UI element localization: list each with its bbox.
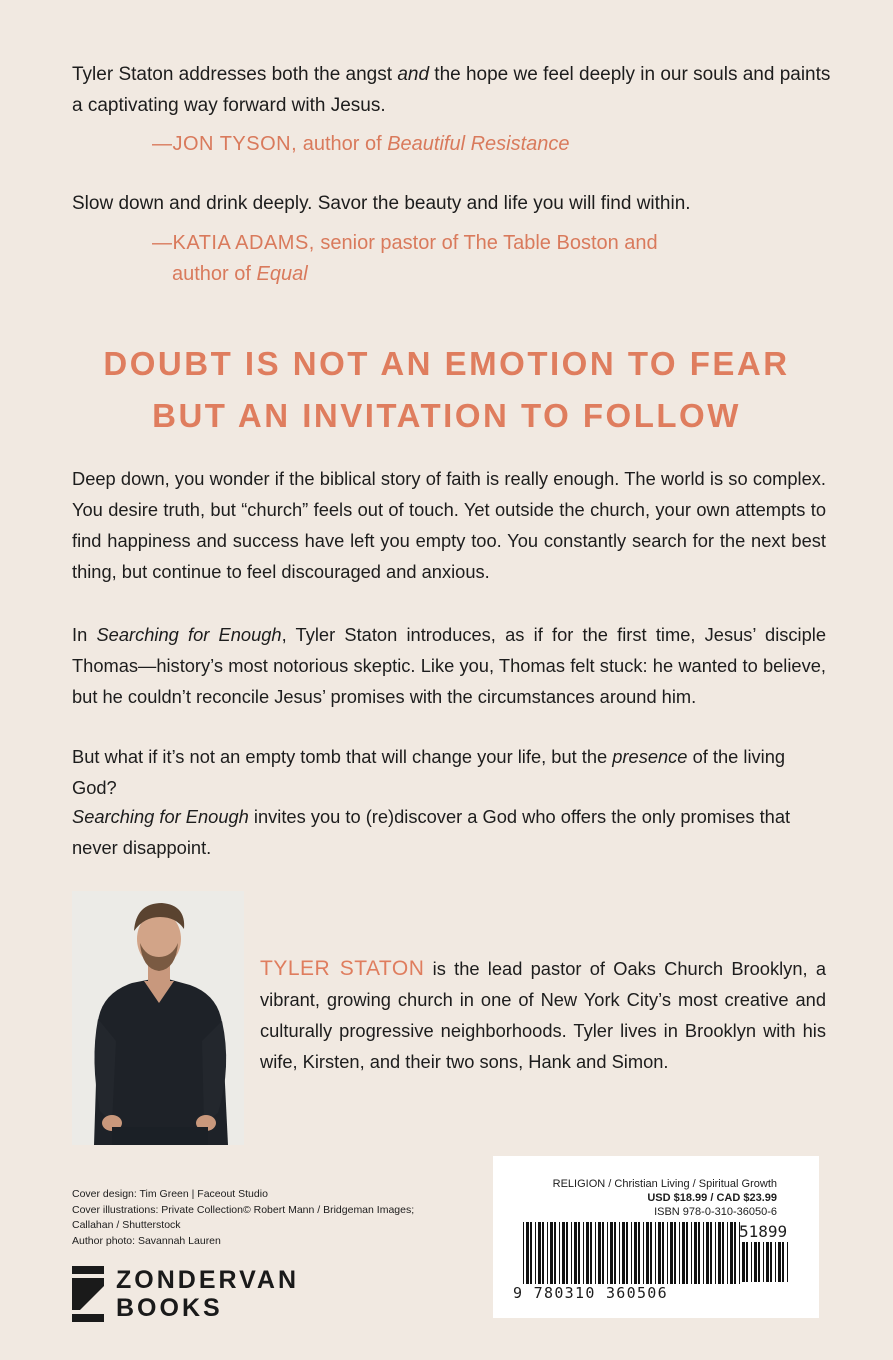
- endorser-name: —KATIA ADAMS,: [152, 232, 315, 254]
- barcode-box: [493, 1156, 819, 1318]
- endorser-book: Equal: [256, 263, 308, 285]
- headline: [40, 338, 853, 442]
- isbn-label: ISBN 978-0-310-36050-6: [654, 1206, 777, 1218]
- author-name: TYLER STATON: [260, 957, 425, 980]
- quote-emphasis: and: [397, 64, 430, 85]
- endorser-role: author of: [172, 263, 257, 285]
- endorsement-quote: Slow down and drink deeply. Savor the beauty and life you will find within.: [72, 193, 691, 214]
- publisher-imprint: BOOKS: [116, 1294, 223, 1322]
- barcode-addon-icon: [739, 1242, 791, 1282]
- book-title: Searching for Enough: [72, 806, 249, 827]
- endorser-role: author of: [297, 133, 388, 155]
- paragraph-text: But what if it’s not an empty tomb that will change your life, but the: [72, 746, 613, 767]
- credit-line: Author photo: Savannah Lauren: [72, 1234, 221, 1247]
- bisac-category: RELIGION / Christian Living / Spiritual Growth: [552, 1178, 777, 1190]
- author-photo: [72, 891, 244, 1145]
- bio-text: is the lead pastor of Oaks Church Brooklyn, a vibrant, growing church in one of New York City’s most creative and culturally progressive neighborhoods. Tyler lives in Brooklyn with his wife, Kirsten, and their two sons, Hank and Simon.: [260, 958, 826, 1072]
- description-paragraph: [72, 741, 826, 803]
- zondervan-mark-icon: [72, 1266, 104, 1322]
- credit-line: Cover design: Tim Green | Faceout Studio: [72, 1188, 268, 1200]
- quote-text: Tyler Staton addresses both the angst: [72, 64, 398, 85]
- barcode-icon: [523, 1222, 743, 1284]
- headline-line: DOUBT IS NOT AN EMOTION TO FEAR: [103, 345, 790, 382]
- endorser-role: senior pastor of The Table Boston and: [314, 232, 658, 254]
- barcode-digits: 9 780310 360506: [513, 1284, 668, 1302]
- publisher-logo: [72, 1264, 332, 1324]
- description-paragraph: [72, 619, 826, 712]
- endorser-book: Beautiful Resistance: [387, 133, 570, 155]
- book-title: Searching for Enough: [96, 624, 282, 645]
- endorser-name: —JON TYSON,: [152, 133, 298, 155]
- endorsement-attribution: [152, 228, 792, 290]
- cover-credits: [72, 1187, 414, 1249]
- quote-text: the hope we feel deeply in our souls and paints a captivating way forward with Jesus.: [72, 64, 831, 116]
- barcode-addon-digits: 51899: [739, 1222, 788, 1241]
- price-label: USD $18.99 / CAD $23.99: [647, 1192, 777, 1204]
- description-paragraph: [72, 801, 826, 863]
- publisher-name: ZONDERVAN: [116, 1266, 300, 1294]
- paragraph-text: In: [72, 624, 97, 645]
- paragraph-text: invites you to (re)discover a God who offers the only promises that never disappoint.: [72, 806, 791, 858]
- headline-line: BUT AN INVITATION TO FOLLOW: [152, 397, 741, 434]
- author-bio: [260, 953, 826, 1077]
- emphasis: presence: [612, 746, 688, 767]
- endorsement-attribution: [152, 129, 570, 160]
- credit-line: Callahan / Shutterstock: [72, 1219, 181, 1231]
- description-paragraph: Deep down, you wonder if the biblical story of faith is really enough. The world is so complex. You desire truth, but “church” feels out of touch. Yet outside the church, your own attempts to find happiness and success have left you empty too. You constantly search for the next best thing, but continue to feel discouraged and anxious.: [72, 468, 826, 582]
- credit-line: Cover illustrations: Private Collection© Robert Mann / Bridgeman Images;: [72, 1203, 415, 1216]
- paragraph-text: of the living God?: [72, 746, 786, 798]
- endorsement-quote: [72, 59, 832, 121]
- paragraph-text: , Tyler Staton introduces, as if for the first time, Jesus’ disciple Thomas—history’s most notorious skeptic. Like you, Thomas felt stuck: he wanted to believe, but he couldn’t reconcile Jesus’ promises with the circumstances around him.: [72, 624, 826, 707]
